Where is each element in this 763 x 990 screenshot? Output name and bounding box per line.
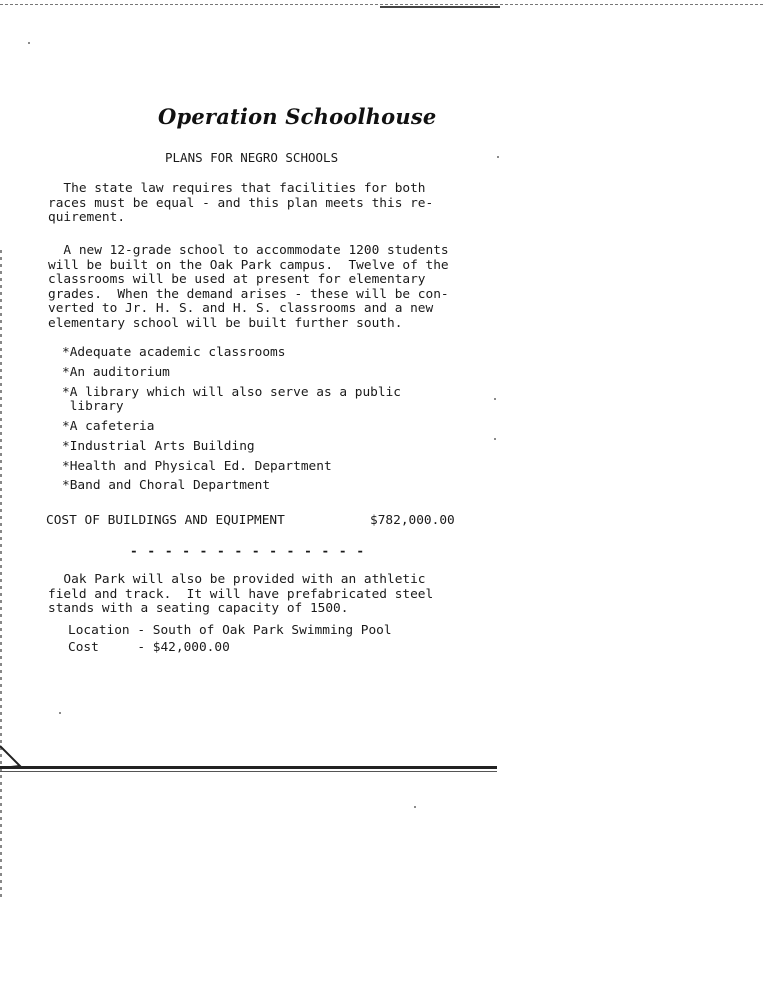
feature-item: *Health and Physical Ed. Department [62, 458, 332, 474]
feature-item: *Adequate academic classrooms [62, 345, 286, 360]
feature-item: *A library which will also serve as a public library [62, 384, 401, 415]
paper-speck [497, 156, 499, 158]
paper-speck [59, 712, 61, 714]
top-rule [0, 4, 763, 5]
location-line: Location - South of Oak Park Swimming Pool [68, 623, 392, 638]
bottom-rule-corner-mark [0, 744, 30, 774]
cost-value: $782,000.00 [370, 513, 455, 528]
paper-speck [494, 438, 496, 440]
feature-item: *Band and Choral Department [62, 478, 271, 494]
athletic-cost-line: Cost - $42,000.00 [68, 640, 230, 655]
paper-speck [414, 806, 416, 808]
paragraph-state-law: The state law requires that facilities for both races must be equal - and this plan meets this re- quirement. [48, 181, 434, 226]
paper-speck [28, 42, 30, 44]
document-subtitle: PLANS FOR NEGRO SCHOOLS [165, 150, 339, 165]
paragraph-new-school: A new 12-grade school to accommodate 1200 students will be built on the Oak Park campus. Twelve of the classrooms will be used at present for elementary grades. When the demand arises - these will be con- verted to Jr. H. S. and H. S. classrooms and a new elementary school will be built further south. [48, 243, 449, 331]
left-edge-marks [0, 250, 2, 900]
feature-item: *A cafeteria [62, 418, 155, 434]
cost-label: COST OF BUILDINGS AND EQUIPMENT [46, 513, 285, 528]
paragraph-athletic-field: Oak Park will also be provided with an athletic field and track. It will have prefabricated steel stands with a seating capacity of 1500. [48, 572, 434, 617]
feature-item: *Industrial Arts Building [62, 438, 255, 454]
bottom-rule-thin [0, 771, 497, 772]
document-title: Operation Schoolhouse [158, 104, 437, 129]
section-separator: - - - - - - - - - - - - - - [130, 544, 366, 559]
feature-item: *An auditorium [62, 364, 170, 380]
paper-speck [494, 398, 496, 400]
top-rule-solid [380, 6, 500, 8]
feature-list [62, 346, 401, 499]
bottom-rule [0, 766, 497, 769]
